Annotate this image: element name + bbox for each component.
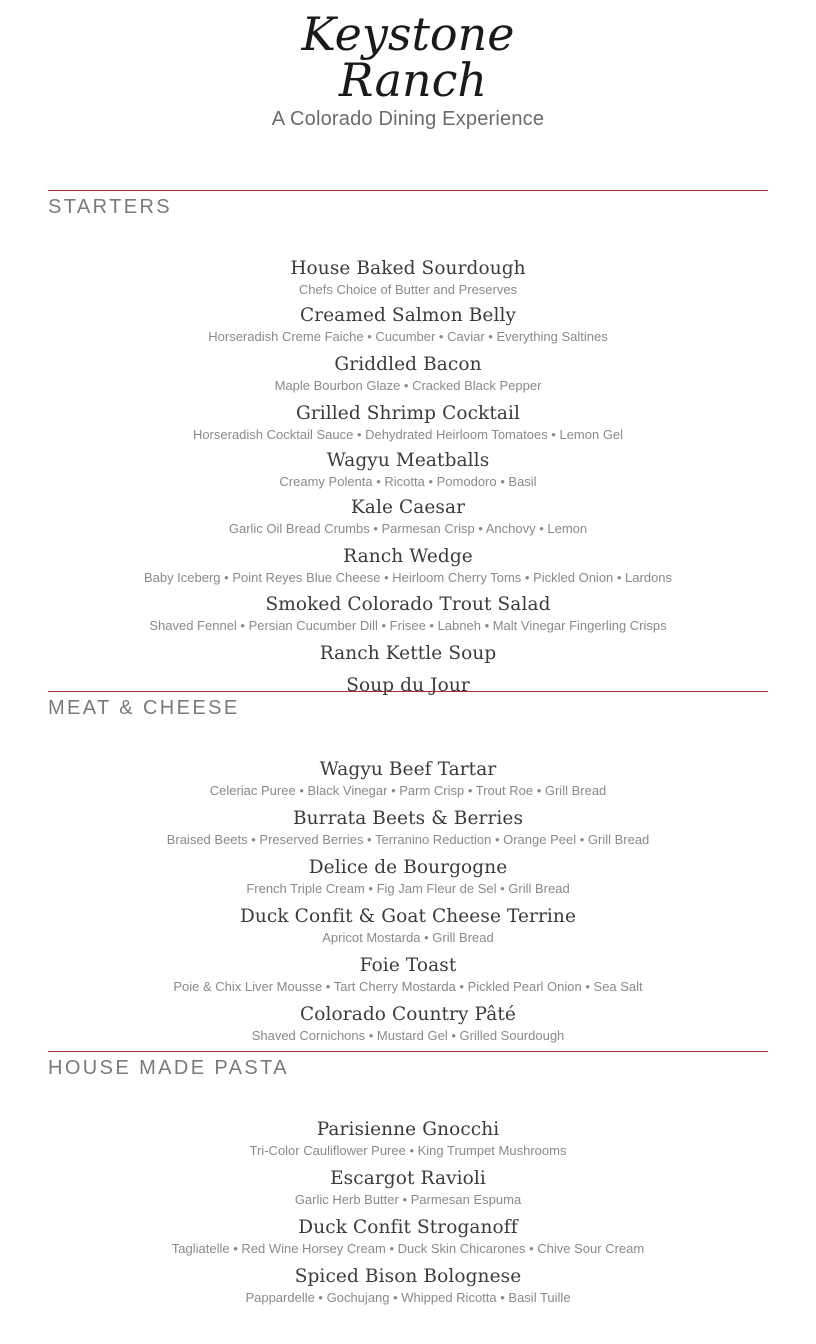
dish-description: Poie & Chix Liver Mousse • Tart Cherry Mostarda • Pickled Pearl Onion • Sea Salt: [173, 979, 643, 994]
dish-description: French Triple Cream • Fig Jam Fleur de Sel • Grill Bread: [246, 881, 570, 896]
brand-logo: [0, 0, 816, 112]
dish-name: Parisienne Gnocchi: [316, 1119, 500, 1140]
section-divider: [48, 691, 768, 692]
dish-name: Spiced Bison Bolognese: [294, 1266, 522, 1287]
dish-description: Chefs Choice of Butter and Preserves: [298, 282, 518, 297]
dish-description: Shaved Fennel • Persian Cucumber Dill • Frisee • Labneh • Malt Vinegar Fingerling Crisps: [149, 618, 667, 633]
section-house-made-pasta: [48, 1051, 768, 1305]
dish-description: Horseradish Cocktail Sauce • Dehydrated Heirloom Tomatoes • Lemon Gel: [192, 427, 624, 442]
dish-name: Escargot Ravioli: [330, 1168, 486, 1189]
dish-description: Tri-Color Cauliflower Puree • King Trumpet Mushrooms: [249, 1143, 567, 1158]
menu-item: [48, 496, 768, 537]
dish-description: Celeriac Puree • Black Vinegar • Parm Crisp • Trout Roe • Grill Bread: [209, 783, 607, 798]
dish-name: Duck Confit & Goat Cheese Terrine: [239, 906, 576, 927]
dish-name: Kale Caesar: [350, 497, 466, 518]
dish-description: Maple Bourbon Glaze • Cracked Black Pepper: [274, 378, 542, 393]
dish-description: Garlic Herb Butter • Parmesan Espuma: [294, 1192, 522, 1207]
dish-description: Tagliatelle • Red Wine Horsey Cream • Duck Skin Chicarones • Chive Sour Cream: [171, 1241, 645, 1256]
menu-item: [48, 353, 768, 394]
logo-wordmark: [278, 0, 538, 112]
dish-description: Pappardelle • Gochujang • Whipped Ricotta • Basil Tuille: [245, 1290, 571, 1305]
logo-line-2: Ranch: [338, 53, 488, 107]
dish-description: Shaved Cornichons • Mustard Gel • Grilled Sourdough: [251, 1028, 565, 1043]
menu-item: [48, 1003, 768, 1044]
menu-item: [48, 257, 768, 298]
dish-name: Burrata Beets & Berries: [292, 808, 524, 829]
section-heading: MEAT & CHEESE: [48, 697, 240, 719]
dish-name: Wagyu Meatballs: [326, 450, 490, 471]
dish-name: Wagyu Beef Tartar: [319, 759, 497, 780]
tagline: A Colorado Dining Experience: [271, 108, 545, 130]
menu-item: [48, 807, 768, 848]
dish-name: Duck Confit Stroganoff: [298, 1217, 518, 1238]
dish-name: Creamed Salmon Belly: [299, 305, 517, 326]
dish-name: Soup du Jour: [346, 675, 470, 696]
dish-name: Ranch Kettle Soup: [319, 643, 497, 664]
dish-name: Griddled Bacon: [334, 354, 482, 375]
logo-line-1: Keystone: [301, 7, 515, 61]
menu-item: [48, 545, 768, 586]
menu-item: [48, 593, 768, 634]
dish-description: Apricot Mostarda • Grill Bread: [322, 930, 494, 945]
dish-description: Baby Iceberg • Point Reyes Blue Cheese • Heirloom Cherry Toms • Pickled Onion • Lardons: [143, 570, 673, 585]
dish-name: Foie Toast: [359, 955, 457, 976]
dish-name: Delice de Bourgogne: [308, 857, 508, 878]
menu-item: [48, 856, 768, 897]
menu-item: [48, 1118, 768, 1159]
section-heading: HOUSE MADE PASTA: [48, 1057, 290, 1079]
dish-name: Ranch Wedge: [343, 546, 473, 567]
menu-item: [48, 449, 768, 490]
menu-item: [48, 758, 768, 799]
dish-name: House Baked Sourdough: [290, 258, 526, 279]
dish-description: Garlic Oil Bread Crumbs • Parmesan Crisp • Anchovy • Lemon: [228, 521, 588, 536]
menu-item: [48, 954, 768, 995]
dish-name: Smoked Colorado Trout Salad: [265, 594, 551, 615]
section-divider: [48, 190, 768, 191]
menu-item: [48, 1265, 768, 1306]
dish-name: Grilled Shrimp Cocktail: [295, 403, 521, 424]
dish-description: Braised Beets • Preserved Berries • Terranino Reduction • Orange Peel • Grill Bread: [166, 832, 650, 847]
section-heading: STARTERS: [48, 196, 173, 218]
menu-item: [48, 304, 768, 345]
dish-description: Creamy Polenta • Ricotta • Pomodoro • Basil: [279, 474, 537, 489]
menu-item: [48, 1167, 768, 1208]
menu-item: [48, 402, 768, 443]
menu-item: [48, 642, 768, 666]
dish-description: Horseradish Creme Faiche • Cucumber • Caviar • Everything Saltines: [208, 329, 608, 344]
menu-item: [48, 905, 768, 946]
section-meat-cheese: [48, 691, 768, 1043]
section-starters: [48, 190, 768, 696]
dish-name: Colorado Country Pâté: [300, 1004, 516, 1025]
menu-item: [48, 1216, 768, 1257]
section-divider: [48, 1051, 768, 1052]
